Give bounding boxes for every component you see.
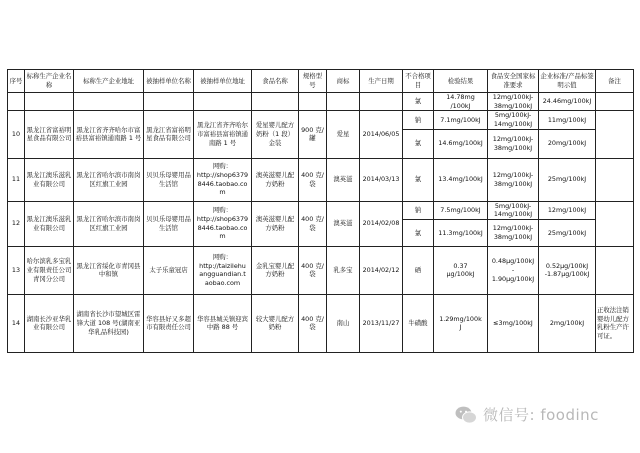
company-name: 湖南长沙亚华乳业有限公司 xyxy=(25,294,74,352)
company-address: 黑龙江省绥化市青冈县中和镇 xyxy=(74,246,144,294)
national-standard: 5mg/100kJ- 14mg/100kJ xyxy=(488,201,539,219)
brand: 爱星 xyxy=(327,111,360,158)
col-no-header: 序号 xyxy=(8,70,25,93)
test-result: 14.6mg/100kJ xyxy=(434,129,488,158)
company-address: 黑龙江省哈尔滨市南岗区红旗工业园 xyxy=(74,201,144,246)
brand: 澳英滋 xyxy=(327,158,360,201)
national-standard: ≤3mg/100kJ xyxy=(488,294,539,352)
failed-item: 氯 xyxy=(403,129,434,158)
test-result: 13.4mg/100kJ xyxy=(434,158,488,201)
col-food-header: 食品名称 xyxy=(252,70,299,93)
col-item-header: 不合格项目 xyxy=(403,70,434,93)
table-row xyxy=(8,111,634,129)
production-date: 2014/03/13 xyxy=(360,158,403,201)
company-name: 黑龙江省富裕明星食品有限公司 xyxy=(25,111,74,158)
failed-item: 氯 xyxy=(403,93,434,111)
company-address: 黑龙江省哈尔滨市南岗区红旗工业园 xyxy=(74,158,144,201)
note xyxy=(596,93,634,111)
wechat-watermark xyxy=(455,404,599,425)
col-sampled-unit-header: 被抽样单位名称 xyxy=(144,70,194,93)
spec: 400 克/袋 xyxy=(299,158,327,201)
table-header-row xyxy=(8,70,634,93)
failed-item: 钠 xyxy=(403,201,434,219)
food-name: 较大婴儿配方奶粉 xyxy=(252,294,299,352)
food-name: 澳英滋婴儿配方奶粉 xyxy=(252,201,299,246)
enterprise-standard: 11mg/100kJ xyxy=(539,111,596,129)
col-spec-header: 规格型号 xyxy=(299,70,327,93)
note xyxy=(596,201,634,246)
sampled-unit-address: 网购： http://taizilehu angguandian.t aobao.com xyxy=(194,246,252,294)
test-result: 14.78mg /100kJ xyxy=(434,93,488,111)
sampled-unit-name: 贝贝乐母婴用品生活馆 xyxy=(144,201,194,246)
sampled-unit-name: 太子乐童冠店 xyxy=(144,246,194,294)
note: 正收法注销婴幼儿配方乳粉生产许可证。 xyxy=(596,294,634,352)
table-row xyxy=(8,158,634,201)
sampled-unit-address: 华容县城关镇迎宾中路 88 号 xyxy=(194,294,252,352)
table-row xyxy=(8,294,634,352)
table-row xyxy=(8,246,634,294)
sampled-unit-name xyxy=(144,93,194,111)
col-sampled-address-header: 被抽样单位地址 xyxy=(194,70,252,93)
col-note-header: 备注 xyxy=(596,70,634,93)
record-number: 13 xyxy=(8,246,25,294)
record-number: 12 xyxy=(8,201,25,246)
enterprise-standard: 25mg/100kJ xyxy=(539,158,596,201)
company-name xyxy=(25,93,74,111)
col-enterprise-standard-header: 企业标准/产品标签明示值 xyxy=(539,70,596,93)
enterprise-standard: 20mg/100kJ xyxy=(539,129,596,158)
failed-item: 牛磺酸 xyxy=(403,294,434,352)
national-standard: 12mg/100kJ- 38mg/100kJ xyxy=(488,219,539,246)
test-result: 1.29mg/100k J xyxy=(434,294,488,352)
company-address: 黑龙江省齐齐哈尔市富裕县富裕镇通南路 1 号 xyxy=(74,111,144,158)
inspection-table-sheet xyxy=(7,69,634,353)
spec: 400 克/袋 xyxy=(299,294,327,352)
national-standard: 5mg/100kJ- 14mg/100kJ xyxy=(488,111,539,129)
note xyxy=(596,158,634,201)
enterprise-standard: 12mg/100kJ xyxy=(539,201,596,219)
national-standard: 12mg/100kJ- 38mg/100kJ xyxy=(488,129,539,158)
company-name: 黑龙江澳乐滋乳业有限公司 xyxy=(25,158,74,201)
company-name: 黑龙江澳乐滋乳业有限公司 xyxy=(25,201,74,246)
test-result: 7.1mg/100kJ xyxy=(434,111,488,129)
watermark-text: 微信号: foodinc xyxy=(483,406,599,424)
note xyxy=(596,111,634,158)
brand: 南山 xyxy=(327,294,360,352)
failed-item: 氯 xyxy=(403,158,434,201)
production-date: 2014/02/12 xyxy=(360,246,403,294)
failed-item: 硒 xyxy=(403,246,434,294)
spec xyxy=(299,93,327,111)
production-date: 2014/02/08 xyxy=(360,201,403,246)
food-name: 金乳宝婴儿配方奶粉 xyxy=(252,246,299,294)
table-row xyxy=(8,201,634,219)
spec: 900 克/罐 xyxy=(299,111,327,158)
national-standard: 0.48μg/100kJ - 1.90μg/100kJ xyxy=(488,246,539,294)
test-result: 11.3mg/100kJ xyxy=(434,219,488,246)
sampled-unit-address: 网购： http://shop6379 8446.taobao.co m xyxy=(194,158,252,201)
spec: 400 克/袋 xyxy=(299,246,327,294)
col-result-header: 检验结果 xyxy=(434,70,488,93)
food-name xyxy=(252,93,299,111)
national-standard: 12mg/100kJ- 38mg/100kJ xyxy=(488,158,539,201)
production-date: 2013/11/27 xyxy=(360,294,403,352)
brand xyxy=(327,93,360,111)
failed-item: 钠 xyxy=(403,111,434,129)
record-number xyxy=(8,93,25,111)
brand: 澳英滋 xyxy=(327,201,360,246)
national-standard: 12mg/100kJ- 38mg/100kJ xyxy=(488,93,539,111)
spec: 400 克/袋 xyxy=(299,201,327,246)
inspection-table xyxy=(7,69,634,353)
brand: 乳多宝 xyxy=(327,246,360,294)
sampled-unit-name: 贝贝乐母婴用品生活馆 xyxy=(144,158,194,201)
enterprise-standard: 24.46mg/100kJ xyxy=(539,93,596,111)
company-name: 哈尔滨乳多宝乳业有限责任公司青冈分公司 xyxy=(25,246,74,294)
food-name: 爱星婴儿配方奶粉（1 段）金装 xyxy=(252,111,299,158)
col-national-standard-header: 食品安全国家标准要求 xyxy=(488,70,539,93)
failed-item: 氯 xyxy=(403,219,434,246)
record-number: 10 xyxy=(8,111,25,158)
company-address xyxy=(74,93,144,111)
sampled-unit-address xyxy=(194,93,252,111)
test-result: 7.5mg/100kJ xyxy=(434,201,488,219)
production-date: 2014/06/05 xyxy=(360,111,403,158)
food-name: 澳英滋婴儿配方奶粉 xyxy=(252,158,299,201)
col-date-header: 生产日期 xyxy=(360,70,403,93)
col-company-header: 标称生产企业名称 xyxy=(25,70,74,93)
company-address: 湖南省长沙市望城区雷锋大道 108 号(湖南亚华乳品科技园) xyxy=(74,294,144,352)
enterprise-standard: 2mg/100kJ xyxy=(539,294,596,352)
sampled-unit-address: 黑龙江省齐齐哈尔市富裕县富裕镇通南路 1 号 xyxy=(194,111,252,158)
sampled-unit-name: 华容县好又多超市有限责任公司 xyxy=(144,294,194,352)
enterprise-standard: 25mg/100kJ xyxy=(539,219,596,246)
table-row xyxy=(8,93,634,111)
sampled-unit-address: 网购： http://shop6379 8446.taobao.co m xyxy=(194,201,252,246)
col-address-header: 标称生产企业地址 xyxy=(74,70,144,93)
note xyxy=(596,246,634,294)
record-number: 14 xyxy=(8,294,25,352)
sampled-unit-name: 黑龙江省富裕明星食品有限公司 xyxy=(144,111,194,158)
col-brand-header: 商标 xyxy=(327,70,360,93)
production-date xyxy=(360,93,403,111)
record-number: 11 xyxy=(8,158,25,201)
wechat-icon xyxy=(455,406,477,424)
test-result: 0.37 μg/100kJ xyxy=(434,246,488,294)
enterprise-standard: 0.52μg/100kJ -1.87μg/100kJ xyxy=(539,246,596,294)
